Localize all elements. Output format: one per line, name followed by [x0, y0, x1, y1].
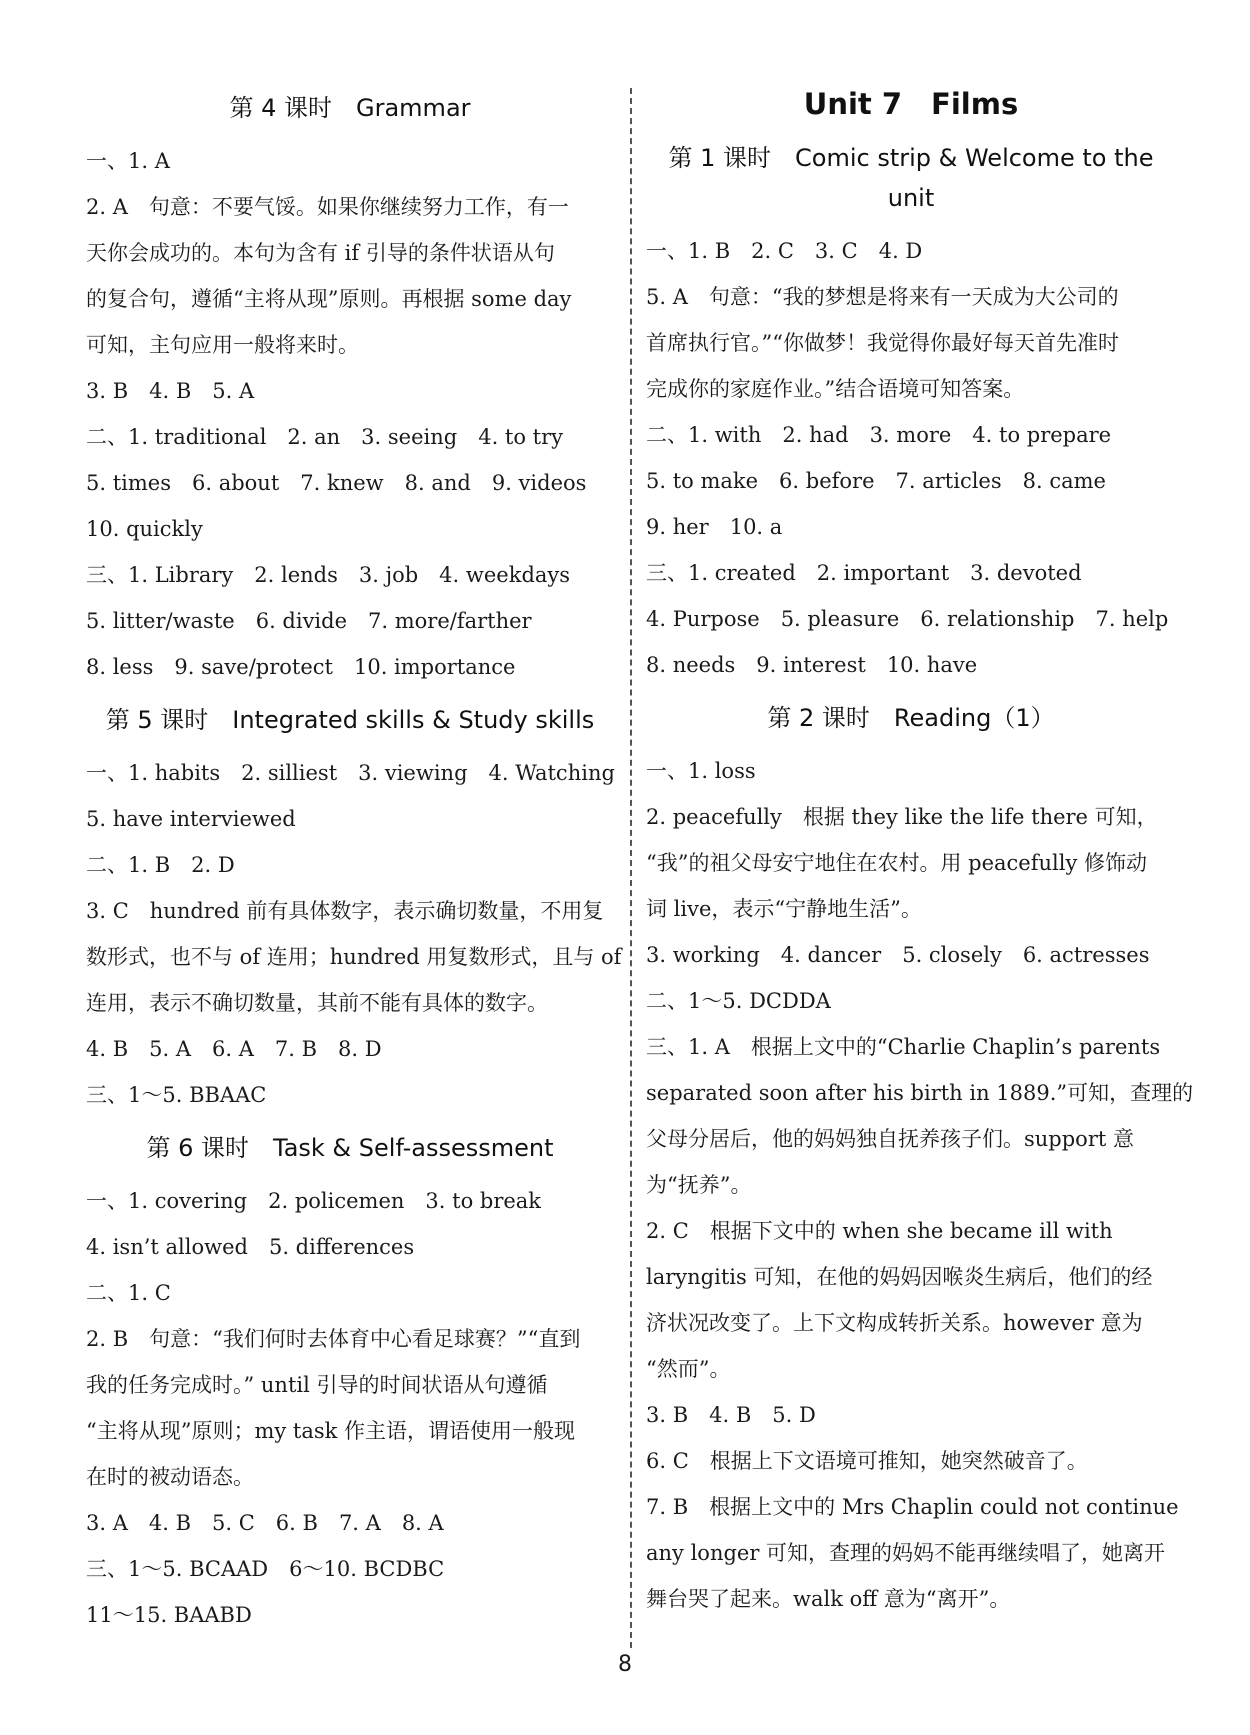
answer-line: “然而”。: [646, 1357, 731, 1381]
answer-line: 7. B 根据上文中的 Mrs Chaplin could not continue: [646, 1495, 1179, 1519]
answer-line: 10. quickly: [86, 517, 203, 541]
answer-line: 首席执行官。”“你做梦！我觉得你最好每天首先准时: [646, 331, 1119, 355]
answer-line: 三、1. created 2. important 3. devoted: [646, 561, 1082, 585]
answer-line: 的复合句，遵循“主将从现”原则。再根据 some day: [86, 287, 572, 311]
answer-line: 4. B 5. A 6. A 7. B 8. D: [86, 1037, 382, 1061]
answer-line: 8. less 9. save/protect 10. importance: [86, 655, 516, 679]
answer-line: 济状况改变了。上下文构成转折关系。however 意为: [646, 1311, 1143, 1335]
answer-line: 3. working 4. dancer 5. closely 6. actresses: [646, 943, 1150, 967]
lesson-1-title: 第 1 课时 Comic strip & Welcome to the unit: [668, 144, 1154, 212]
answer-line: 在时的被动语态。: [86, 1465, 254, 1489]
answer-line: 一、1. habits 2. silliest 3. viewing 4. Watching: [86, 761, 615, 785]
answer-line: 4. isn’t allowed 5. differences: [86, 1235, 415, 1259]
answer-line: “我”的祖父母安宁地住在农村。用 peacefully 修饰动: [646, 851, 1147, 875]
answer-line: 可知，主句应用一般将来时。: [86, 333, 359, 357]
answer-line: 三、1. Library 2. lends 3. job 4. weekdays: [86, 563, 571, 587]
answer-line: 数形式，也不与 of 连用；hundred 用复数形式，且与 of: [86, 945, 622, 969]
answer-line: 父母分居后，他的妈妈独自抚养孩子们。support 意: [646, 1127, 1134, 1151]
answer-line: 6. C 根据上下文语境可推知，她突然破音了。: [646, 1449, 1088, 1473]
answer-line: 3. A 4. B 5. C 6. B 7. A 8. A: [86, 1511, 444, 1535]
answer-line: “主将从现”原则；my task 作主语，谓语使用一般现: [86, 1419, 576, 1443]
answer-line: 5. to make 6. before 7. articles 8. came: [646, 469, 1106, 493]
answer-line: 11～15. BAABD: [86, 1603, 252, 1627]
answer-line: laryngitis 可知，在他的妈妈因喉炎生病后，他们的经: [646, 1265, 1153, 1289]
page-number: 8: [618, 1652, 632, 1677]
answer-line: 一、1. B 2. C 3. C 4. D: [646, 239, 923, 263]
lesson-4-title: 第 4 课时 Grammar: [229, 94, 471, 122]
answer-line: 天你会成功的。本句为含有 if 引导的条件状语从句: [86, 241, 555, 265]
lesson-5-title: 第 5 课时 Integrated skills & Study skills: [105, 706, 595, 734]
answer-line: 一、1. A: [86, 149, 170, 173]
answer-line: 8. needs 9. interest 10. have: [646, 653, 978, 677]
answer-line: 二、1. B 2. D: [86, 853, 235, 877]
answer-line: 2. A 句意：不要气馁。如果你继续努力工作，有一: [86, 195, 569, 219]
answer-line: 三、1. A 根据上文中的“Charlie Chaplin’s parents: [646, 1035, 1161, 1059]
answer-line: 二、1. with 2. had 3. more 4. to prepare: [646, 423, 1112, 447]
answer-line: 一、1. covering 2. policemen 3. to break: [86, 1189, 542, 1213]
answer-line: 三、1～5. BCAAD 6～10. BCDBC: [86, 1557, 445, 1581]
answer-line: separated soon after his birth in 1889.”可知，查理的: [646, 1081, 1194, 1105]
answer-line: 我的任务完成时。” until 引导的时间状语从句遵循: [86, 1373, 548, 1397]
answer-line: 5. litter/waste 6. divide 7. more/farther: [86, 609, 532, 633]
answer-line: 2. C 根据下文中的 when she became ill with: [646, 1219, 1113, 1243]
lesson-2-answers: [646, 748, 1194, 1622]
right-column: [646, 78, 1194, 1622]
answer-line: any longer 可知，查理的妈妈不能再继续唱了，她离开: [646, 1541, 1166, 1565]
answer-line: 3. B 4. B 5. D: [646, 1403, 816, 1427]
answer-line: 5. A 句意：“我的梦想是将来有一天成为大公司的: [646, 285, 1119, 309]
answer-line: 5. have interviewed: [86, 807, 296, 831]
unit-title: Unit 7 Films: [803, 87, 1019, 121]
answer-line: 为“抚养”。: [646, 1173, 752, 1197]
answer-line: 一、1. loss: [646, 759, 756, 783]
answer-line: 二、1～5. DCDDA: [646, 989, 831, 1013]
answer-line: 3. C hundred 前有具体数字，表示确切数量，不用复: [86, 899, 604, 923]
lesson-4-answers: [86, 138, 614, 690]
lesson-1-answers: [646, 228, 1176, 688]
answer-line: 4. Purpose 5. pleasure 6. relationship 7. help: [646, 607, 1169, 631]
answer-line: 9. her 10. a: [646, 515, 783, 539]
answer-line: 连用，表示不确切数量，其前不能有具体的数字。: [86, 991, 548, 1015]
lesson-2-title: 第 2 课时 Reading（1）: [767, 704, 1055, 732]
answer-line: 3. B 4. B 5. A: [86, 379, 255, 403]
column-divider: [630, 88, 632, 1648]
answer-line: 5. times 6. about 7. knew 8. and 9. videos: [86, 471, 587, 495]
answer-line: 二、1. traditional 2. an 3. seeing 4. to try: [86, 425, 564, 449]
lesson-5-answers: [86, 750, 622, 1118]
answer-line: 词 live，表示“宁静地生活”。: [646, 897, 922, 921]
answer-line: 2. peacefully 根据 they like the life there 可知，: [646, 805, 1158, 829]
answer-line: 三、1～5. BBAAC: [86, 1083, 267, 1107]
answer-line: 二、1. C: [86, 1281, 171, 1305]
lesson-6-answers: [86, 1178, 614, 1638]
answer-line: 舞台哭了起来。walk off 意为“离开”。: [646, 1587, 1011, 1611]
left-column: [86, 78, 622, 1638]
lesson-6-title: 第 6 课时 Task & Self-assessment: [146, 1134, 554, 1162]
answer-line: 2. B 句意：“我们何时去体育中心看足球赛？”“直到: [86, 1327, 581, 1351]
answer-line: 完成你的家庭作业。”结合语境可知答案。: [646, 377, 1025, 401]
